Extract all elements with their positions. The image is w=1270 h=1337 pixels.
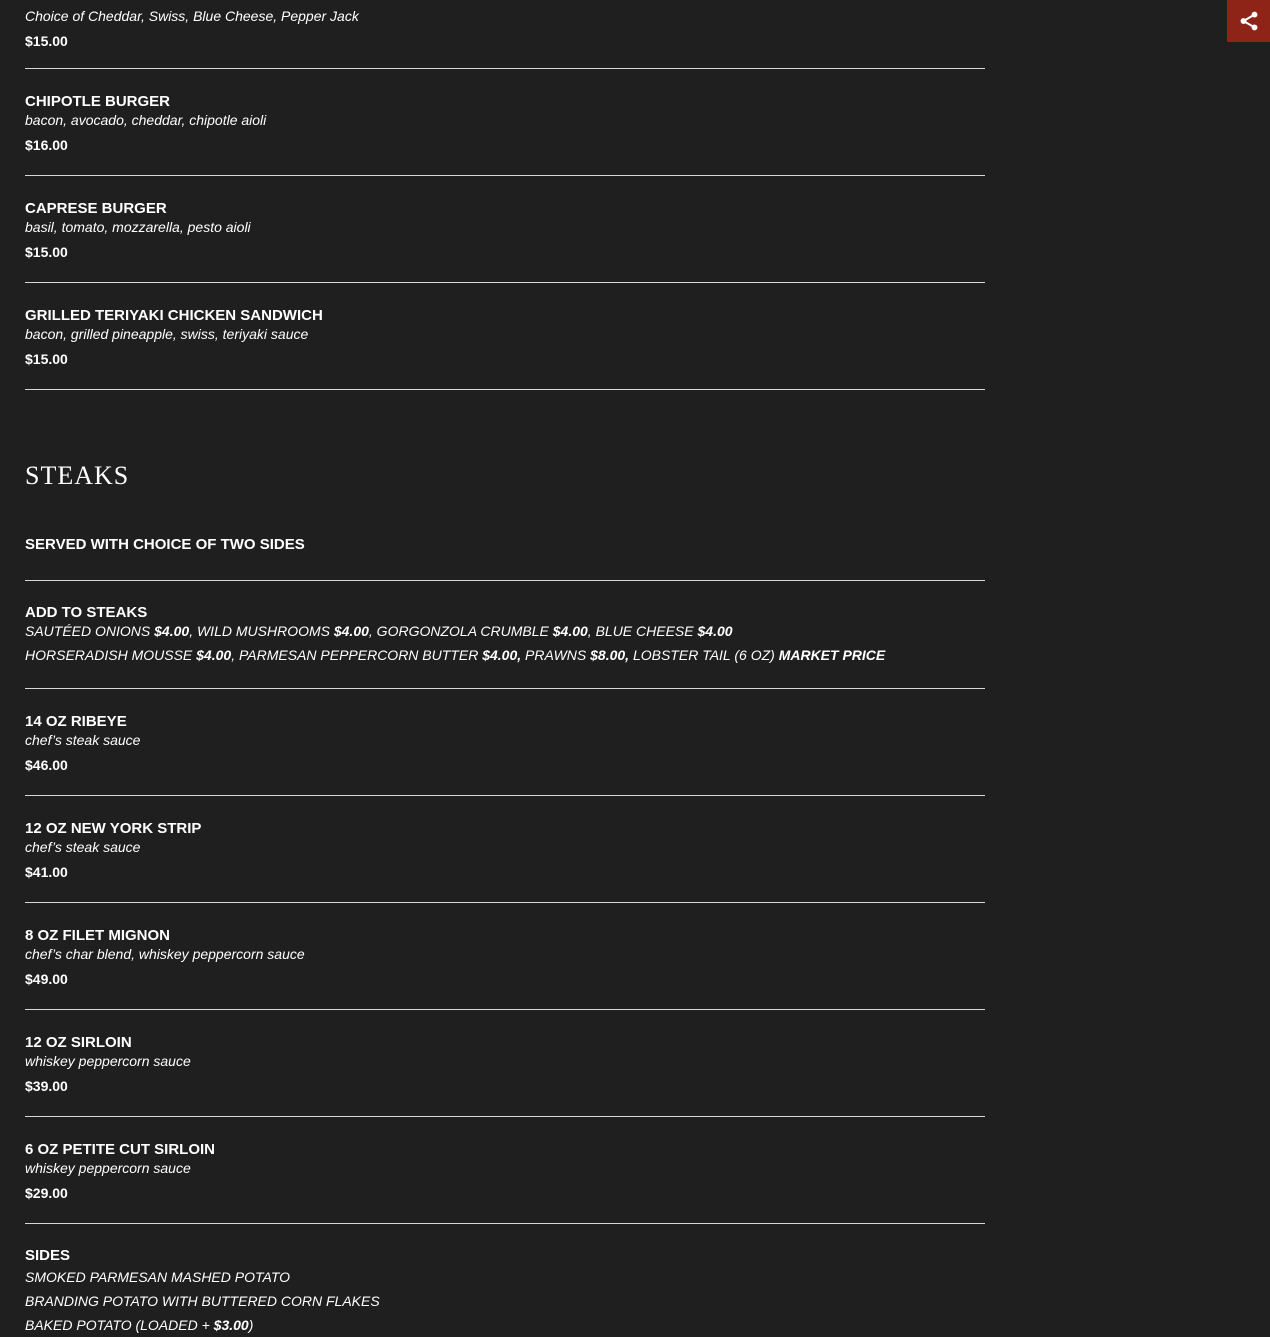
segment-text: BRANDING POTATO WITH BUTTERED CORN FLAKES [25, 1293, 380, 1309]
segment-text: , PARMESAN PEPPERCORN BUTTER [231, 647, 483, 663]
sides-title: SIDES [25, 1247, 71, 1264]
side-option [25, 1265, 985, 1289]
highlight-text: $4.00 [333, 623, 369, 639]
menu-item-name: CAPRESE BURGER [25, 200, 167, 217]
segment-text: SAUTÉED ONIONS [25, 623, 155, 639]
highlight-text: MARKET PRICE [778, 647, 886, 663]
highlight-text: $4.00 [552, 623, 588, 639]
segment-text: , BLUE CHEESE [587, 623, 698, 639]
menu-item-price: $15.00 [25, 351, 68, 367]
menu-item [25, 1117, 985, 1224]
menu-item-price: $15.00 [25, 33, 68, 49]
menu-item-description: chef’s steak sauce [25, 839, 141, 855]
menu-item [25, 689, 985, 796]
menu-item-name: CHIPOTLE BURGER [25, 93, 171, 110]
share-icon [1238, 10, 1260, 32]
side-option [25, 1313, 985, 1337]
menu-item-description: bacon, grilled pineapple, swiss, teriyaki sauce [25, 326, 309, 342]
segment-text: LOBSTER TAIL (6 OZ) [629, 647, 779, 663]
menu-item-price: $46.00 [25, 757, 68, 773]
menu-item-price: $39.00 [25, 1078, 68, 1094]
served-with-label: SERVED WITH CHOICE OF TWO SIDES [25, 536, 305, 553]
menu-item-name: GRILLED TERIYAKI CHICKEN SANDWICH [25, 307, 323, 324]
menu-item-description: bacon, avocado, cheddar, chipotle aioli [25, 112, 267, 128]
menu-item-description: Choice of Cheddar, Swiss, Blue Cheese, Pepper Jack [25, 8, 359, 24]
menu-item-price: $41.00 [25, 864, 68, 880]
steak-addons [25, 581, 985, 689]
menu-item-description: chef’s char blend, whiskey peppercorn sauce [25, 946, 305, 962]
segment-text: SMOKED PARMESAN MASHED POTATO [25, 1269, 291, 1285]
segment-text: , WILD MUSHROOMS [189, 623, 334, 639]
menu-item-price: $16.00 [25, 137, 68, 153]
menu-container [25, 0, 985, 1337]
menu-item [25, 1010, 985, 1117]
menu-item-price: $49.00 [25, 971, 68, 987]
menu-item-description: basil, tomato, mozzarella, pesto aioli [25, 219, 251, 235]
menu-item [25, 176, 985, 283]
highlight-text: $4.00 [154, 623, 190, 639]
menu-item [25, 283, 985, 390]
menu-item-description: chef’s steak sauce [25, 732, 141, 748]
menu-item-name: 12 OZ NEW YORK STRIP [25, 820, 202, 837]
highlight-text: $8.00, [590, 647, 630, 663]
side-option [25, 1289, 985, 1313]
addons-line [25, 643, 985, 667]
menu-item [25, 69, 985, 176]
menu-item [25, 903, 985, 1010]
menu-item-name: 6 OZ PETITE CUT SIRLOIN [25, 1141, 216, 1158]
menu-item-name: 12 OZ SIRLOIN [25, 1034, 132, 1051]
menu-item-description: whiskey peppercorn sauce [25, 1160, 191, 1176]
highlight-text: $4.00 [697, 623, 733, 639]
menu-item-price: $29.00 [25, 1185, 68, 1201]
addons-line [25, 619, 985, 643]
highlight-text: $4.00, [482, 647, 522, 663]
highlight-text: $4.00 [196, 647, 232, 663]
segment-text: PRAWNS [521, 647, 591, 663]
menu-item [25, 796, 985, 903]
served-with-note [25, 536, 985, 581]
segment-text: ) [248, 1317, 254, 1333]
sides-section [25, 1224, 985, 1337]
segment-text: BAKED POTATO (LOADED + [25, 1317, 214, 1333]
share-button[interactable] [1227, 0, 1270, 42]
menu-item-price: $15.00 [25, 244, 68, 260]
highlight-text: $3.00 [213, 1317, 249, 1333]
segment-text: , GORGONZOLA CRUMBLE [368, 623, 553, 639]
section-title-steaks: STEAKS [25, 461, 130, 490]
addons-title: ADD TO STEAKS [25, 604, 148, 621]
segment-text: HORSERADISH MOUSSE [25, 647, 197, 663]
menu-item-name: 14 OZ RIBEYE [25, 713, 127, 730]
menu-item [25, 0, 985, 69]
menu-item-name: 8 OZ FILET MIGNON [25, 927, 170, 944]
menu-item-description: whiskey peppercorn sauce [25, 1053, 191, 1069]
